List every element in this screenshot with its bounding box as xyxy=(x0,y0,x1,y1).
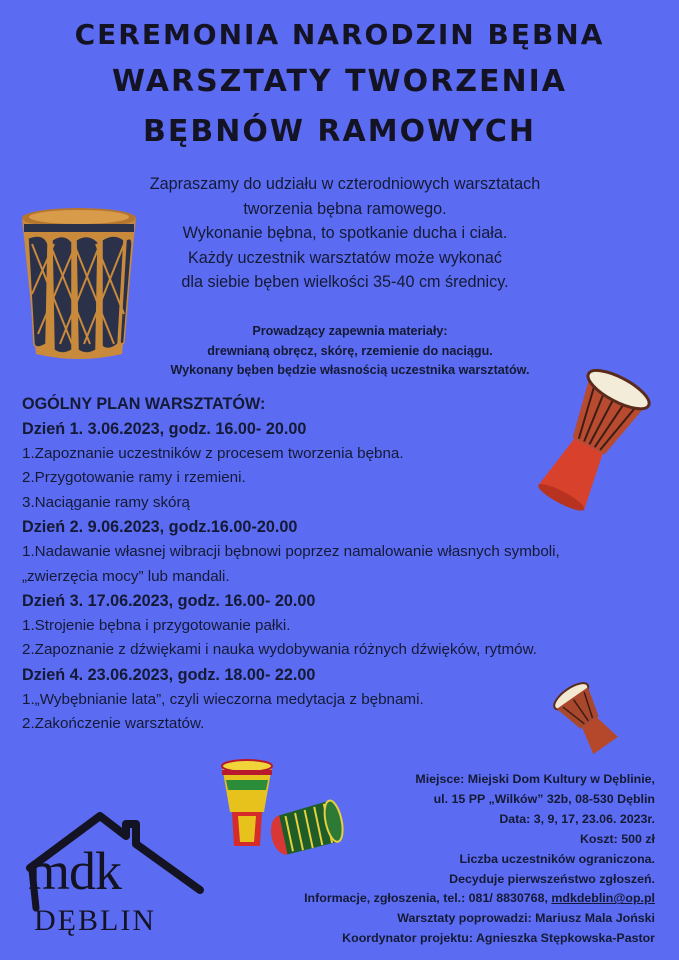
materials-line: drewnianą obręcz, skórę, rzemienie do naciągu. xyxy=(207,343,493,358)
small-djembe-illustration xyxy=(540,676,630,756)
intro-line: Każdy uczestnik warsztatów może wykonać xyxy=(188,248,502,267)
info-dates: Data: 3, 9, 17, 23.06. 2023r. xyxy=(499,811,655,826)
intro-line: dla siebie bęben wielkości 35-40 cm średnicy. xyxy=(181,273,509,291)
day-1-title: Dzień 1. 3.06.2023, godz. 16.00- 20.00 xyxy=(22,420,307,438)
info-priority: Decyduje pierwszeństwo zgłoszeń. xyxy=(449,871,655,886)
plan-item: 2.Zakończenie warsztatów. xyxy=(22,715,205,733)
title-line-3: BĘBNÓW RAMOWYCH xyxy=(143,114,536,149)
plan-heading: OGÓLNY PLAN WARSZTATÓW: xyxy=(22,395,266,413)
info-lead: Warsztaty poprowadzi: Mariusz Mala Joński xyxy=(397,911,655,926)
plan-item: 2.Zapoznanie z dźwiękami i nauka wydobywania różnych dźwięków, rytmów. xyxy=(22,641,537,659)
plan-item: „zwierzęcia mocy” lub mandali. xyxy=(22,567,230,585)
logo-mdk-text: mdk xyxy=(28,841,122,901)
info-coordinator: Koordynator projektu: Agnieszka Stępkowska-Pastor xyxy=(342,931,655,946)
plan-item: 3.Naciąganie ramy skórą xyxy=(22,493,190,511)
day-3-title: Dzień 3. 17.06.2023, godz. 16.00- 20.00 xyxy=(22,592,316,611)
day-4-title: Dzień 4. 23.06.2023, godz. 18.00- 22.00 xyxy=(22,665,316,684)
plan-item: 2.Przygotowanie ramy i rzemieni. xyxy=(22,469,246,487)
title-line-1: CEREMONIA NARODZIN BĘBNA xyxy=(74,18,605,51)
logo-deblin-text: DĘBLIN xyxy=(34,904,156,937)
intro-line: tworzenia bębna ramowego. xyxy=(243,199,447,218)
materials-line: Prowadzący zapewnia materiały: xyxy=(252,324,448,338)
info-cost: Koszt: 500 zł xyxy=(579,831,655,846)
intro-line: Wykonanie bębna, to spotkanie ducha i ciała. xyxy=(182,224,508,242)
plan-item: 1.Nadawanie własnej wibracji bębnowi poprzez namalowanie własnych symboli, xyxy=(22,543,560,561)
plan-item: 1.Strojenie bębna i przygotowanie pałki. xyxy=(22,617,291,635)
info-place-line-1: Miejsce: Miejski Dom Kultury w Dęblinie, xyxy=(415,772,655,786)
info-contact xyxy=(215,889,655,909)
intro-line: Zapraszamy do udziału w czterodniowych warsztatach xyxy=(149,175,541,193)
day-2-title: Dzień 2. 9.06.2023, godz.16.00-20.00 xyxy=(22,518,298,537)
contact-prefix: Informacje, zgłoszenia, tel.: 081/ 8830768, xyxy=(304,891,552,906)
event-info xyxy=(215,770,655,949)
plan-item: 1.Zapoznanie uczestników z procesem tworzenia bębna. xyxy=(22,445,404,462)
intro-paragraph xyxy=(110,172,580,295)
email-link[interactable]: mdkdeblin@op.pl xyxy=(551,891,655,906)
info-limit: Liczba uczestników ograniczona. xyxy=(459,851,655,866)
plan-item: 1.„Wybębnianie lata”, czyli wieczorna medytacja z bębnami. xyxy=(22,690,424,708)
materials-line: Wykonany bęben będzie własnością uczestnika warsztatów. xyxy=(170,363,530,377)
info-place-line-2: ul. 15 PP „Wilków” 32b, 08-530 Dęblin xyxy=(433,791,655,806)
title-line-2: WARSZTATY TWORZENIA xyxy=(112,64,567,99)
